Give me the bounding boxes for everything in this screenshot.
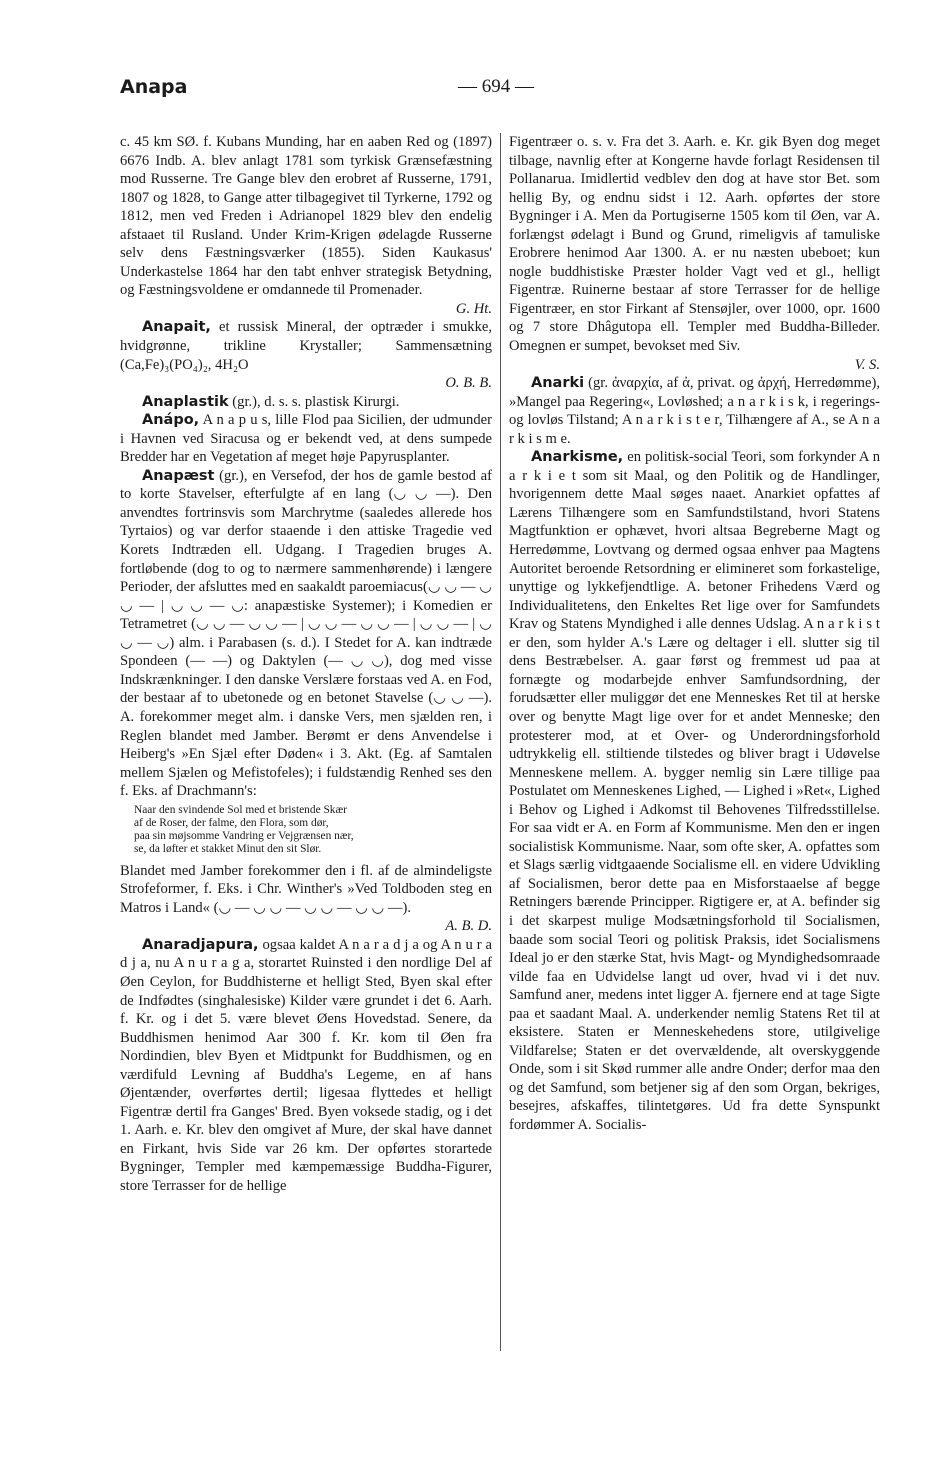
page-header (120, 76, 880, 106)
poem-line: paa sin møjsomme Vandring er Vejgrænsen nær, (134, 829, 354, 842)
poem-line: se, da løfter et stakket Minut den sit Slør. (134, 842, 322, 855)
author-signature: G. Ht. (455, 300, 492, 317)
entry-lemma: Anápo, (142, 412, 200, 429)
running-headword: Anapa (120, 76, 188, 98)
entry-anapaest-cont: Blandet med Jamber forekommer den i fl. af de almindeligste Strofeformer, f. Eks. i Chr. Winther's »Ved Toldboden steg en Matros i Land« (◡ — ◡ ◡ — ◡ ◡ — ◡ ◡ —). A. B. D. (120, 862, 492, 935)
poem-quotation (134, 804, 492, 856)
column-divider (500, 133, 501, 1351)
entry-continuation: Figentræer o. s. v. Fra det 3. Aarh. e. Kr. gik Byen dog meget tilbage, navnlig efter at Kongerne havde forlagt Residensen til Pollanarua. Imidlertid vedblev den dog at have stor Bet. som hellig By, og endnu sidst i 12. Aarh. opførtes der store Bygninger i A. Men da Portugiserne 1505 kom til Øen, var A. forlængst ødelagt i Bund og Grund, rimeligvis af tamuliske Erobrere henimod Aar 1300. A. er nu næsten ubeboet; kun nogle buddhistiske Præster holder Vagt ved et gl., helligt Figentræ. Ruinerne bestaar af store Terrasser for de hellige Figentræer, en stor Firkant af Stensøjler, over 1000, opr. 1600 og 7 store Dhâgutopa ell. Templer med Buddha-Billeder. Omegnen er sumpet, bevokset med Siv. V. S. (509, 134, 880, 373)
poem-line: Naar den svindende Sol med et bristende Skær (134, 803, 347, 816)
entry-anarki: Anarki (gr. ἀναρχία, af ἀ, privat. og ἀρχή, Herredømme), »Mangel paa Regering«, Lovløshed; a n a r k i s k, i regerings- og lovløs Tilstand; A n a r k i s t e r, Tilhængere af A., se A n a r k i s m e. (509, 375, 880, 447)
entry-lemma: Anarki (531, 375, 585, 392)
entry-lemma: Anaradjapura, (142, 936, 259, 953)
entry-lemma: Anapæst (142, 467, 215, 484)
right-column (509, 133, 880, 1135)
author-signature: V. S. (854, 356, 880, 373)
poem-line: af de Roser, der falme, den Flora, som dør, (134, 816, 329, 829)
entry-continuation: c. 45 km SØ. f. Kubans Munding, har en aaben Red og (1897) 6676 Indb. A. blev anlagt 1781 som tyrkisk Grænsefæstning mod Russerne. Tre Gange blev den erobret af Russerne, 1791, 1807 og 1828, to Gange atter tilbagegivet til Tyrkerne, 1792 og 1812, men ved Freden i Adrianopel 1829 blev den endelig afstaaet til Rusland. Under Krim-Krigen ødelagde Russerne selv dens Fæstningsværker (1855). Siden Kaukasus' Underkastelse 1864 har den tabt enhver strategisk Betydning, og Fæstningsvoldene er omdannede til Promenader. G. Ht. (120, 134, 492, 317)
entry-anaradjapura: Anaradjapura, ogsaa kaldet A n a r a d j a og A n u r a d j a, nu A n u r a g a, storartet Ruinsted i den nordlige Del af Øen Ceylon, for Buddhisterne et helligt Sted, Byen skal efter de Indfødtes (singhalesiske) Kilder være grundet i det 6. Aarh. f. Kr. og i det 5. være blevet Øens Hovedstad. Senere, da Buddhismen henimod Aar 300 f. Kr. kom til Øen fra Nordindien, blev Byen et Midtpunkt for Buddhismen, og en værdifuld Levning af Buddha's Legeme, en af hans Øjentænder, overførtes dertil; ligesaa flyttedes et helligt Figentræ dertil fra Ganges' Bred. Byen voksede stadig, og i det 1. Aarh. e. Kr. blev den omgivet af Mure, der skal have dannet en Firkant, hvis Side var 26 km. Der opførtes storartede Bygninger, Templer med kæmpemæssige Buddha-Figurer, store Terrasser for de hellige (120, 936, 492, 1194)
entry-anaplastik: Anaplastik (gr.), d. s. s. plastisk Kirurgi. (142, 393, 400, 410)
author-signature: A. B. D. (445, 918, 492, 935)
entry-lemma: Anapait, (142, 319, 211, 336)
entry-anapo: Anápo, A n a p u s, lille Flod paa Sicilien, der udmunder i Havnen ved Siracusa og er bekendt ved, at dens sumpede Bredder har en Vegetation af meget høje Papyrusplanter. (120, 412, 492, 466)
entry-anarkisme: Anarkisme, en politisk-social Teori, som forkynder A n a r k i e t som sit Maal, og den Politik og de Handlinger, hvorigennem dette Maal søges naaet. Anarkiet opfattes af Lærens Tilhængere som en Samfundstilstand, hvori Statens Magtfunktion er ophævet, hvori altsaa Begreberne Magt og Herredømme, Lovtvang og dermed ogsaa enhver paa Magtens Autoritet beroende Retsordning er elimineret som forkastelige, unyttige og lykkefjendtlige. A. betoner Frihedens Værd og Individualitetens, den Enkeltes Ret lige over for Samfundets Krav og Statens Myndighed i alle dennes Udslag. A n a r k i s t er den, som hylder A.'s Lære og deltager i ell. slutter sig til dens Bestræbelser. A. gaar først og fremmest ud paa at fornægte og modarbejde enhver Samfundsordning, der forudsætter eller muliggør det ene Menneskes Ret til at herske over og benytte Magt lige over for et andet Menneske; den protesterer mod, at et Over- og Underordningsforhold udtrykkelig ell. stiltiende tilstedes og bliver bragt i Udøvelse Menneskene mellem. A. bygger nemlig sin Lære tillige paa Postulatet om Menneskenes Lighed, — Lighed i »Ret«, Lighed i Behov og Lighed i Adkomst til Behovenes Tilfredsstillelse. For saa vidt er A. en Form af Kommunisme. Men den er ingen socialistisk Kommunisme. Naar, som ofte sker, A. opfattes som et Slags særlig vidtgaaende Socialisme ell. en videre Udvikling af Socialismen, beror dette paa en Misforstaaelse af begge Retningers bærende Principper. Rigtigere er, at A. befinder sig i det skarpest mulige Modsætningsforhold til Socialismen, baade som social Teori og politisk Praksis, idet Socialismens Ideal jo er den stærke Stat, hvis Magt- og Myndighedsomraade vilde faa en Udvidelse langt ud over, hvad vi i det nuv. Samfund aner, medens intet ligger A. fjernere end at tage Sigte paa et saadant Maal. A. underkender nemlig Statens Ret til at eksistere. Staten er Menneskehedens store, utilgivelige Vildfarelse; Staten er det overvældende, alt overskyggende Onde, som i sit Skød rummer alle andre Onder; derfor maa den og det Samfund, som betjener sig af den som Organ, bekriges, besejres, afskaffes, tilintetgøres. Ud fra dette Synspunkt fordømmer A. Socialis- (509, 449, 880, 1133)
page-number: — 694 — (458, 76, 534, 97)
author-signature: O. B. B. (445, 375, 492, 392)
entry-anapaest: Anapæst (gr.), en Versefod, der hos de gamle bestod af to korte Stavelser, efterfulgte af en lang (◡ ◡ —). Den anvendtes fortrinsvis som Marchrytme (saaledes allerede hos Tyrtaios) og var derfor staaende i den attiske Tragedie ved Korets Indtræden ell. Udgang. I Tragedien bruges A. fortløbende (dog to og to nærmere sammenhørende) i længere Perioder, der afsluttes med en saakaldt paroemiacus(◡ ◡ — ◡ ◡ — | ◡ ◡ — ◡: anapæstiske Systemer); i Komedien er Tetrametret (◡ ◡ — ◡ ◡ — | ◡ ◡ — ◡ ◡ — | ◡ ◡ — | ◡ ◡ — ◡) alm. i Parabasen (s. d.). I Stedet for A. kan indtræde Spondeen (— —) og Daktylen (— ◡ ◡), dog med visse Indskrænkninger. I den danske Verslære forstaas ved A. en Fod, der bestaar af to ubetonede og en betonet Stavelse (◡ ◡ —). A. forekommer meget alm. i danske Vers, men sjælden ren, i Reglen blandet med Jamber. Berømt er dens Anvendelse i Heiberg's »En Sjæl efter Døden« i 3. Akt. (Eg. af Samtalen mellem Sjælen og Mefistofeles); i fuldstændig Renhed ses den f. Eks. af Drachmann's: (120, 467, 492, 800)
entry-lemma: Anarkisme, (531, 449, 624, 466)
left-column (120, 133, 492, 1196)
entry-anapait: Anapait, et russisk Mineral, der optræder i smukke, hvidgrønne, trikline Krystaller; Sammensætning (Ca,Fe)₃(PO₄)₂, 4H₂O O. B. B. (120, 319, 492, 392)
entry-lemma: Anaplastik (142, 393, 229, 410)
